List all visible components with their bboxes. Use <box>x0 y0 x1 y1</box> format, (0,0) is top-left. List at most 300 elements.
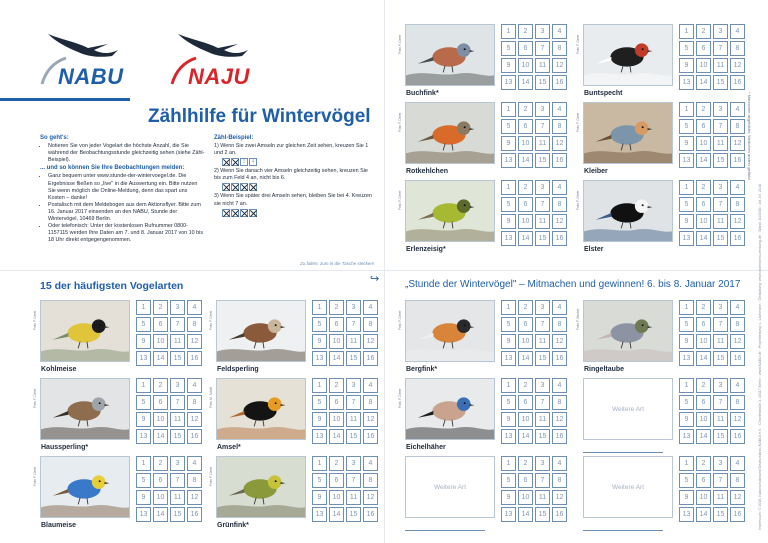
count-box[interactable]: 8 <box>730 119 745 134</box>
count-box[interactable]: 10 <box>153 412 168 427</box>
count-box[interactable]: 9 <box>679 412 694 427</box>
count-box[interactable]: 1 <box>679 180 694 195</box>
name-write-line[interactable] <box>583 530 663 531</box>
count-box[interactable]: 15 <box>535 507 550 522</box>
count-box[interactable]: 14 <box>696 507 711 522</box>
count-box[interactable]: 5 <box>136 395 151 410</box>
count-box[interactable]: 7 <box>713 473 728 488</box>
count-box[interactable]: 7 <box>535 41 550 56</box>
count-box[interactable]: 1 <box>679 456 694 471</box>
count-box[interactable]: 11 <box>713 136 728 151</box>
count-box[interactable]: 4 <box>363 300 378 315</box>
count-box[interactable]: 2 <box>696 300 711 315</box>
count-box[interactable]: 2 <box>696 180 711 195</box>
count-box[interactable]: 11 <box>346 334 361 349</box>
count-box[interactable]: 9 <box>501 490 516 505</box>
count-box[interactable]: 2 <box>696 378 711 393</box>
count-box[interactable]: 4 <box>552 300 567 315</box>
count-box[interactable]: 2 <box>696 456 711 471</box>
count-box[interactable]: 10 <box>329 490 344 505</box>
count-box[interactable]: 5 <box>679 197 694 212</box>
count-box[interactable]: 13 <box>312 351 327 366</box>
count-box[interactable]: 7 <box>346 395 361 410</box>
count-box[interactable]: 15 <box>170 507 185 522</box>
count-box[interactable]: 12 <box>552 136 567 151</box>
count-box[interactable]: 10 <box>518 58 533 73</box>
count-box[interactable]: 3 <box>713 378 728 393</box>
count-box[interactable]: 7 <box>535 317 550 332</box>
count-box[interactable]: 2 <box>696 24 711 39</box>
count-box[interactable]: 14 <box>329 429 344 444</box>
count-box[interactable]: 12 <box>730 58 745 73</box>
count-box[interactable]: 5 <box>501 197 516 212</box>
count-box[interactable]: 15 <box>535 429 550 444</box>
count-box[interactable]: 12 <box>552 58 567 73</box>
count-box[interactable]: 14 <box>696 153 711 168</box>
count-box[interactable]: 1 <box>501 300 516 315</box>
section-heading-left: 15 der häufigsten Vogelarten <box>40 280 184 292</box>
count-box[interactable]: 13 <box>136 429 151 444</box>
example-crossed-box <box>249 209 257 217</box>
count-box[interactable]: 11 <box>535 136 550 151</box>
count-box[interactable]: 8 <box>552 197 567 212</box>
count-box[interactable]: 7 <box>535 197 550 212</box>
count-box[interactable]: 1 <box>679 102 694 117</box>
count-box[interactable]: 4 <box>552 456 567 471</box>
count-box[interactable]: 4 <box>187 300 202 315</box>
count-box[interactable]: 3 <box>170 378 185 393</box>
count-box[interactable]: 2 <box>153 300 168 315</box>
count-box[interactable]: 16 <box>730 429 745 444</box>
count-box[interactable]: 12 <box>187 334 202 349</box>
count-box[interactable]: 7 <box>713 119 728 134</box>
count-box[interactable]: 9 <box>679 214 694 229</box>
count-box[interactable]: 1 <box>501 378 516 393</box>
count-box[interactable]: 11 <box>346 490 361 505</box>
count-box[interactable]: 5 <box>312 317 327 332</box>
count-box[interactable]: 15 <box>170 429 185 444</box>
count-box[interactable]: 8 <box>187 317 202 332</box>
count-box[interactable]: 15 <box>713 75 728 90</box>
count-box[interactable]: 9 <box>501 58 516 73</box>
count-box[interactable]: 7 <box>713 41 728 56</box>
count-box[interactable]: 2 <box>153 378 168 393</box>
count-box[interactable]: 5 <box>501 119 516 134</box>
count-box[interactable]: 5 <box>679 395 694 410</box>
count-box[interactable]: 5 <box>501 395 516 410</box>
count-box[interactable]: 5 <box>679 473 694 488</box>
count-box[interactable]: 10 <box>518 136 533 151</box>
count-box[interactable]: 8 <box>552 41 567 56</box>
count-box[interactable]: 2 <box>329 378 344 393</box>
count-box[interactable]: 11 <box>713 58 728 73</box>
count-box[interactable]: 6 <box>518 473 533 488</box>
photo-credit: Foto: F. Derer <box>398 388 402 408</box>
count-box[interactable]: 9 <box>136 412 151 427</box>
count-box[interactable]: 1 <box>136 456 151 471</box>
count-box[interactable]: 14 <box>329 351 344 366</box>
count-box[interactable]: 3 <box>713 180 728 195</box>
example-step-2: 2) Wenn Sie danach vier Amseln gleichzeitig sehen, kreuzen Sie bis zum Feld 4 an, nicht bis 6. <box>214 168 368 182</box>
count-box[interactable]: 8 <box>363 317 378 332</box>
count-box[interactable]: 16 <box>363 351 378 366</box>
count-box[interactable]: 11 <box>713 412 728 427</box>
count-box[interactable]: 6 <box>518 395 533 410</box>
count-box[interactable]: 2 <box>518 456 533 471</box>
count-box[interactable]: 3 <box>346 456 361 471</box>
count-box[interactable]: 14 <box>696 429 711 444</box>
count-box[interactable]: 16 <box>730 507 745 522</box>
count-box[interactable]: 13 <box>501 351 516 366</box>
count-box[interactable]: 5 <box>136 317 151 332</box>
count-box[interactable]: 13 <box>679 231 694 246</box>
count-box[interactable]: 3 <box>170 456 185 471</box>
count-box[interactable]: 12 <box>730 214 745 229</box>
count-box[interactable]: 4 <box>363 456 378 471</box>
count-box[interactable]: 13 <box>501 507 516 522</box>
count-box[interactable]: 2 <box>153 456 168 471</box>
count-box[interactable]: 15 <box>535 351 550 366</box>
count-box[interactable]: 7 <box>170 473 185 488</box>
count-box[interactable]: 16 <box>552 153 567 168</box>
count-box[interactable]: 6 <box>696 473 711 488</box>
count-box[interactable]: 14 <box>518 231 533 246</box>
count-box[interactable]: 7 <box>713 197 728 212</box>
count-box[interactable]: 5 <box>501 317 516 332</box>
count-box[interactable]: 2 <box>696 102 711 117</box>
count-box[interactable]: 10 <box>518 412 533 427</box>
count-box[interactable]: 10 <box>696 490 711 505</box>
count-box[interactable]: 1 <box>501 102 516 117</box>
count-box[interactable]: 14 <box>153 507 168 522</box>
count-box[interactable]: 14 <box>696 231 711 246</box>
count-box[interactable]: 1 <box>501 180 516 195</box>
count-box[interactable]: 2 <box>329 300 344 315</box>
count-box[interactable]: 1 <box>501 24 516 39</box>
count-box[interactable]: 2 <box>329 456 344 471</box>
count-box[interactable]: 15 <box>713 507 728 522</box>
count-box[interactable]: 1 <box>312 456 327 471</box>
count-box[interactable]: 2 <box>518 102 533 117</box>
count-box[interactable]: 3 <box>713 102 728 117</box>
count-box[interactable]: 14 <box>518 351 533 366</box>
count-box[interactable]: 12 <box>730 490 745 505</box>
count-box[interactable]: 6 <box>329 317 344 332</box>
count-box[interactable]: 1 <box>312 300 327 315</box>
count-box[interactable]: 6 <box>153 395 168 410</box>
count-box[interactable]: 6 <box>696 197 711 212</box>
count-box[interactable]: 13 <box>679 75 694 90</box>
count-box[interactable]: 8 <box>730 197 745 212</box>
count-box[interactable]: 16 <box>187 429 202 444</box>
count-box[interactable]: 5 <box>136 473 151 488</box>
count-box[interactable]: 11 <box>535 214 550 229</box>
count-box[interactable]: 5 <box>501 41 516 56</box>
count-box[interactable]: 14 <box>153 351 168 366</box>
count-box[interactable]: 2 <box>518 378 533 393</box>
count-box[interactable]: 11 <box>346 412 361 427</box>
count-box[interactable]: 11 <box>535 412 550 427</box>
count-box[interactable]: 13 <box>679 153 694 168</box>
count-box[interactable]: 16 <box>187 507 202 522</box>
count-box[interactable]: 9 <box>312 490 327 505</box>
count-box[interactable]: 10 <box>153 334 168 349</box>
count-box[interactable]: 8 <box>552 119 567 134</box>
count-box[interactable]: 3 <box>346 300 361 315</box>
count-box[interactable]: 15 <box>535 231 550 246</box>
count-box[interactable]: 16 <box>730 75 745 90</box>
count-box[interactable]: 13 <box>312 507 327 522</box>
count-box[interactable]: 10 <box>518 214 533 229</box>
count-box[interactable]: 8 <box>187 473 202 488</box>
count-box[interactable]: 4 <box>730 102 745 117</box>
count-box[interactable]: 6 <box>518 197 533 212</box>
count-box[interactable]: 6 <box>696 317 711 332</box>
count-box[interactable]: 9 <box>136 490 151 505</box>
count-box[interactable]: 12 <box>552 490 567 505</box>
count-box[interactable]: 1 <box>136 378 151 393</box>
count-box[interactable]: 8 <box>552 395 567 410</box>
count-box[interactable]: 11 <box>713 490 728 505</box>
count-box[interactable]: 8 <box>730 473 745 488</box>
count-box[interactable]: 6 <box>696 41 711 56</box>
count-box[interactable]: 11 <box>535 334 550 349</box>
nabu-wordmark: NABU <box>58 64 124 89</box>
count-box[interactable]: 4 <box>730 24 745 39</box>
count-box[interactable]: 3 <box>170 300 185 315</box>
count-box[interactable]: 4 <box>552 180 567 195</box>
count-box[interactable]: 8 <box>363 473 378 488</box>
count-box[interactable]: 3 <box>713 300 728 315</box>
count-box[interactable]: 12 <box>363 334 378 349</box>
count-box[interactable]: 16 <box>730 231 745 246</box>
count-box[interactable]: 11 <box>170 490 185 505</box>
count-box[interactable]: 16 <box>552 429 567 444</box>
count-box[interactable]: 7 <box>170 317 185 332</box>
count-box[interactable]: 13 <box>136 507 151 522</box>
count-box[interactable]: 10 <box>518 334 533 349</box>
count-box[interactable]: 11 <box>713 334 728 349</box>
count-box[interactable]: 11 <box>713 214 728 229</box>
count-box[interactable]: 14 <box>153 429 168 444</box>
count-box[interactable]: 15 <box>713 153 728 168</box>
count-box[interactable]: 1 <box>312 378 327 393</box>
count-box[interactable]: 13 <box>136 351 151 366</box>
count-box[interactable]: 2 <box>518 180 533 195</box>
count-box[interactable]: 16 <box>363 429 378 444</box>
count-box[interactable]: 2 <box>518 24 533 39</box>
count-box[interactable]: 9 <box>501 214 516 229</box>
count-box[interactable]: 6 <box>153 317 168 332</box>
count-box[interactable]: 3 <box>535 300 550 315</box>
count-box[interactable]: 11 <box>535 490 550 505</box>
count-box[interactable]: 9 <box>501 136 516 151</box>
count-box[interactable]: 14 <box>518 153 533 168</box>
count-box[interactable]: 15 <box>346 351 361 366</box>
count-box[interactable]: 3 <box>535 456 550 471</box>
count-box[interactable]: 16 <box>552 351 567 366</box>
count-box[interactable]: 4 <box>552 24 567 39</box>
count-box[interactable]: 6 <box>518 317 533 332</box>
count-box[interactable]: 4 <box>187 456 202 471</box>
count-box[interactable]: 4 <box>730 378 745 393</box>
count-box[interactable]: 5 <box>679 317 694 332</box>
count-box[interactable]: 4 <box>730 456 745 471</box>
count-box[interactable]: 9 <box>679 490 694 505</box>
count-box[interactable]: 5 <box>501 473 516 488</box>
count-box[interactable]: 4 <box>552 102 567 117</box>
count-box[interactable]: 12 <box>730 136 745 151</box>
count-box[interactable]: 9 <box>679 58 694 73</box>
count-box[interactable]: 6 <box>329 473 344 488</box>
name-write-line[interactable] <box>405 530 485 531</box>
count-box[interactable]: 7 <box>535 119 550 134</box>
count-box[interactable]: 10 <box>329 412 344 427</box>
count-box[interactable]: 13 <box>679 429 694 444</box>
count-box[interactable]: 8 <box>187 395 202 410</box>
count-box[interactable]: 12 <box>187 412 202 427</box>
count-box[interactable]: 1 <box>501 456 516 471</box>
count-box[interactable]: 16 <box>552 507 567 522</box>
count-box[interactable]: 9 <box>679 334 694 349</box>
count-box[interactable]: 5 <box>312 473 327 488</box>
count-box[interactable]: 3 <box>535 378 550 393</box>
count-box[interactable]: 7 <box>535 473 550 488</box>
count-box[interactable]: 5 <box>679 119 694 134</box>
count-box[interactable]: 12 <box>363 490 378 505</box>
count-box[interactable]: 3 <box>713 456 728 471</box>
count-box[interactable]: 16 <box>363 507 378 522</box>
count-box[interactable]: 9 <box>501 334 516 349</box>
count-box[interactable]: 1 <box>136 300 151 315</box>
count-box[interactable]: 6 <box>153 473 168 488</box>
count-box[interactable]: 16 <box>187 351 202 366</box>
count-box[interactable]: 12 <box>552 412 567 427</box>
count-box[interactable]: 9 <box>312 412 327 427</box>
count-box[interactable]: 9 <box>679 136 694 151</box>
count-box[interactable]: 11 <box>535 58 550 73</box>
count-box[interactable]: 16 <box>552 75 567 90</box>
count-box[interactable]: 15 <box>346 507 361 522</box>
count-box[interactable]: 3 <box>713 24 728 39</box>
count-box[interactable]: 4 <box>363 378 378 393</box>
count-box[interactable]: 13 <box>679 351 694 366</box>
count-box[interactable]: 14 <box>518 75 533 90</box>
count-box[interactable]: 9 <box>312 334 327 349</box>
count-box[interactable]: 12 <box>552 214 567 229</box>
count-box[interactable]: 16 <box>552 231 567 246</box>
count-box[interactable]: 10 <box>518 490 533 505</box>
count-box[interactable]: 6 <box>696 119 711 134</box>
count-box[interactable]: 7 <box>535 395 550 410</box>
count-box[interactable]: 16 <box>730 153 745 168</box>
count-box[interactable]: 9 <box>136 334 151 349</box>
count-box[interactable]: 15 <box>713 351 728 366</box>
count-box[interactable]: 6 <box>696 395 711 410</box>
count-box[interactable]: 14 <box>696 351 711 366</box>
count-box[interactable]: 4 <box>730 300 745 315</box>
count-box[interactable]: 3 <box>535 180 550 195</box>
count-box[interactable]: 5 <box>679 41 694 56</box>
count-box[interactable]: 14 <box>518 429 533 444</box>
count-box[interactable]: 10 <box>153 490 168 505</box>
report-online: • Ganz bequem unter www.stunde-der-wintervoegel.de. Die Ergebnisse fließen so „live" in die Auswertung ein. Bitte nutzen Sie wenn möglich die Online-Meldung, denn das spart uns Kosten – danke! <box>48 173 205 201</box>
count-box[interactable]: 10 <box>696 214 711 229</box>
count-box[interactable]: 13 <box>312 429 327 444</box>
count-box[interactable]: 2 <box>518 300 533 315</box>
count-box[interactable]: 8 <box>730 41 745 56</box>
count-box[interactable]: 10 <box>696 58 711 73</box>
count-box[interactable]: 7 <box>346 473 361 488</box>
count-box[interactable]: 7 <box>713 317 728 332</box>
count-box[interactable]: 11 <box>170 334 185 349</box>
count-box[interactable]: 5 <box>312 395 327 410</box>
count-box[interactable]: 7 <box>346 317 361 332</box>
count-box[interactable]: 11 <box>170 412 185 427</box>
count-box[interactable]: 14 <box>329 507 344 522</box>
count-box[interactable]: 10 <box>696 136 711 151</box>
count-box[interactable]: 1 <box>679 300 694 315</box>
count-box[interactable]: 1 <box>679 24 694 39</box>
count-box[interactable]: 10 <box>696 334 711 349</box>
photo-credit: Foto: F. Derer <box>398 112 402 132</box>
count-box[interactable]: 13 <box>501 75 516 90</box>
bird-name: Feldsperling <box>217 366 259 373</box>
count-box[interactable]: 15 <box>535 153 550 168</box>
count-box[interactable]: 12 <box>552 334 567 349</box>
count-box[interactable]: 3 <box>535 24 550 39</box>
section-heading-right: „Stunde der Wintervögel" – Mitmachen und gewinnen! 6. bis 8. Januar 2017 <box>405 279 741 290</box>
count-box[interactable]: 13 <box>501 429 516 444</box>
count-box[interactable]: 8 <box>730 395 745 410</box>
count-box[interactable]: 8 <box>730 317 745 332</box>
count-box[interactable]: 3 <box>346 378 361 393</box>
count-box[interactable]: 13 <box>501 231 516 246</box>
count-box[interactable]: 15 <box>346 429 361 444</box>
count-box[interactable]: 4 <box>552 378 567 393</box>
count-box[interactable]: 8 <box>363 395 378 410</box>
count-box[interactable]: 12 <box>187 490 202 505</box>
count-box[interactable]: 13 <box>501 153 516 168</box>
count-box[interactable]: 15 <box>713 429 728 444</box>
count-box[interactable]: 12 <box>730 334 745 349</box>
count-box[interactable]: 13 <box>679 507 694 522</box>
count-box[interactable]: 7 <box>713 395 728 410</box>
count-box[interactable]: 4 <box>187 378 202 393</box>
count-box[interactable]: 1 <box>679 378 694 393</box>
count-box[interactable]: 3 <box>535 102 550 117</box>
count-box[interactable]: 6 <box>518 119 533 134</box>
count-box[interactable]: 12 <box>363 412 378 427</box>
count-box[interactable]: 16 <box>730 351 745 366</box>
count-box[interactable]: 10 <box>329 334 344 349</box>
count-box[interactable]: 8 <box>552 473 567 488</box>
count-box[interactable]: 10 <box>696 412 711 427</box>
count-box[interactable]: 6 <box>518 41 533 56</box>
count-box[interactable]: 6 <box>329 395 344 410</box>
count-box[interactable]: 15 <box>535 75 550 90</box>
count-box[interactable]: 4 <box>730 180 745 195</box>
count-box[interactable]: 15 <box>170 351 185 366</box>
count-box[interactable]: 9 <box>501 412 516 427</box>
name-write-line[interactable] <box>583 452 663 453</box>
count-box[interactable]: 12 <box>730 412 745 427</box>
count-box[interactable]: 14 <box>696 75 711 90</box>
count-box[interactable]: 8 <box>552 317 567 332</box>
count-box[interactable]: 7 <box>170 395 185 410</box>
count-box[interactable]: 14 <box>518 507 533 522</box>
count-box[interactable]: 15 <box>713 231 728 246</box>
